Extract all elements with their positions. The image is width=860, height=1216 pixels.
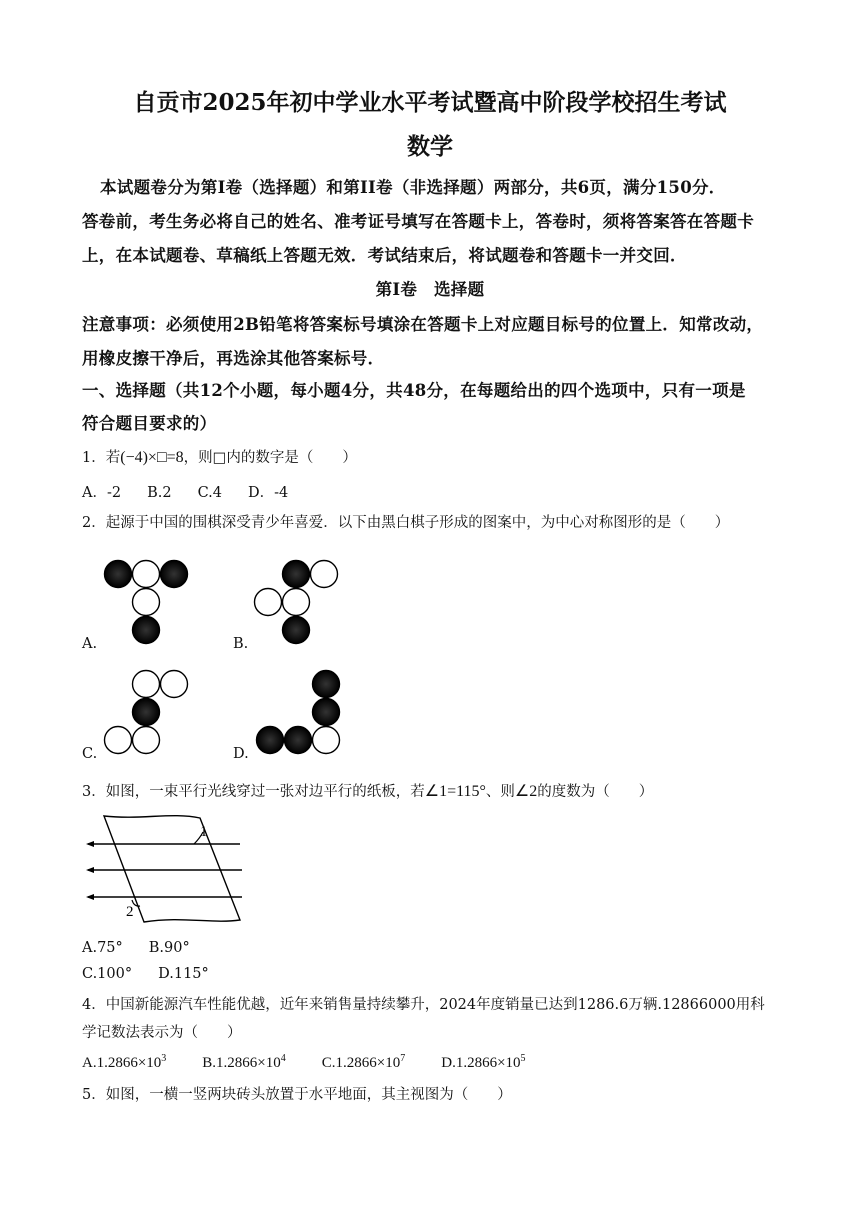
q3-figure	[82, 812, 252, 932]
question-4-line-2: 学记数法表示为（ ）	[82, 1025, 242, 1041]
q3-prefix: 3．如图，一束平行光线穿过一张对边平行的纸板，若	[82, 784, 425, 800]
q3-mid: 、则	[485, 784, 515, 800]
part-heading-2: 符合题目要求的）	[82, 414, 217, 433]
question-1	[82, 446, 357, 467]
q2-label-c: C.	[82, 746, 98, 762]
question-5: 5．如图，一横一竖两块砖头放置于水平地面，其主视图为（ ）	[82, 1087, 512, 1103]
intro-line-3: 上，在本试题卷、草稿纸上答题无效．考试结束后，将试题卷和答题卡一并交回．	[82, 246, 687, 265]
q2-label-b: B.	[233, 636, 249, 652]
q4-option-b: $B.1.2866\times 10^4$	[202, 1053, 286, 1071]
q3-label-1: 1	[200, 824, 208, 840]
q3-angle1: ∠1=115°	[424, 783, 486, 800]
section-heading: 第I卷 选择题	[375, 280, 485, 299]
q3-suffix: 的度数为（ ）	[537, 784, 654, 800]
q3-options-row-1	[82, 940, 216, 956]
part-heading-1: 一、选择题（共12个小题，每小题4分，共48分，在每题给出的四个选项中，只有一项是	[82, 381, 746, 400]
q1-prefix: 1．若	[82, 450, 121, 466]
notice-line-1: 注意事项：必须使用2B铅笔将答案标号填涂在答题卡上对应题目标号的位置上．知常改动，	[82, 315, 764, 334]
q1-option-a: A．-2	[82, 485, 122, 501]
q2-figure-a	[100, 556, 200, 646]
q3-angle2: ∠2	[514, 783, 538, 800]
q4-option-c: $C.1.2866\times 10^7$	[321, 1053, 406, 1071]
q3-ray-2-arrow	[86, 867, 94, 873]
q1-suffix: ，则□内的数字是（ ）	[183, 450, 357, 466]
q2-figure-c	[100, 666, 200, 756]
q3-option-d: D.115°	[158, 966, 209, 982]
q3-option-a: A.75°	[82, 940, 123, 956]
q1-expression: (−4)×□=8	[120, 449, 184, 466]
q1-option-d: D．-4	[248, 485, 289, 501]
subject-title: 数学	[407, 133, 453, 160]
notice-line-2: 用橡皮擦干净后，再选涂其他答案标号．	[82, 349, 385, 368]
q2-figure-d	[252, 666, 352, 756]
q4-option-a: $A.1.2866\times 10^3$	[82, 1053, 167, 1071]
q2-figure-b	[250, 556, 350, 646]
q4-options	[82, 1053, 526, 1072]
q2-label-d: D.	[233, 746, 249, 762]
q1-option-b: B.2	[147, 485, 172, 501]
q1-option-c: C.4	[197, 485, 223, 501]
q4-option-d: $D.1.2866\times 10^5$	[441, 1053, 526, 1071]
intro-line-2: 答卷前，考生务必将自己的姓名、准考证号填写在答题卡上，答卷时，须将答案答在答题卡	[82, 212, 754, 231]
q3-options-row-2	[82, 966, 235, 982]
q3-board	[104, 816, 240, 922]
question-4-line-1: 4．中国新能源汽车性能优越，近年来销售量持续攀升，2024年度销量已达到1286.6万辆.12866000用科	[82, 997, 765, 1013]
q3-option-c: C.100°	[82, 966, 133, 982]
q3-ray-1-arrow	[86, 841, 94, 847]
intro-line-1: 本试题卷分为第I卷（选择题）和第II卷（非选择题）两部分，共6页，满分150分．	[100, 178, 726, 197]
exam-title: 自贡市2025年初中学业水平考试暨高中阶段学校招生考试	[133, 89, 727, 116]
q3-option-b: B.90°	[148, 940, 190, 956]
q2-label-a: A.	[82, 636, 98, 652]
q3-ray-3-arrow	[86, 894, 94, 900]
q1-options	[82, 481, 314, 502]
q3-label-2: 2	[126, 904, 134, 920]
question-3	[82, 780, 653, 801]
question-2: 2．起源于中国的围棋深受青少年喜爱．以下由黑白棋子形成的图案中，为中心对称图形的是（ ）	[82, 515, 730, 531]
